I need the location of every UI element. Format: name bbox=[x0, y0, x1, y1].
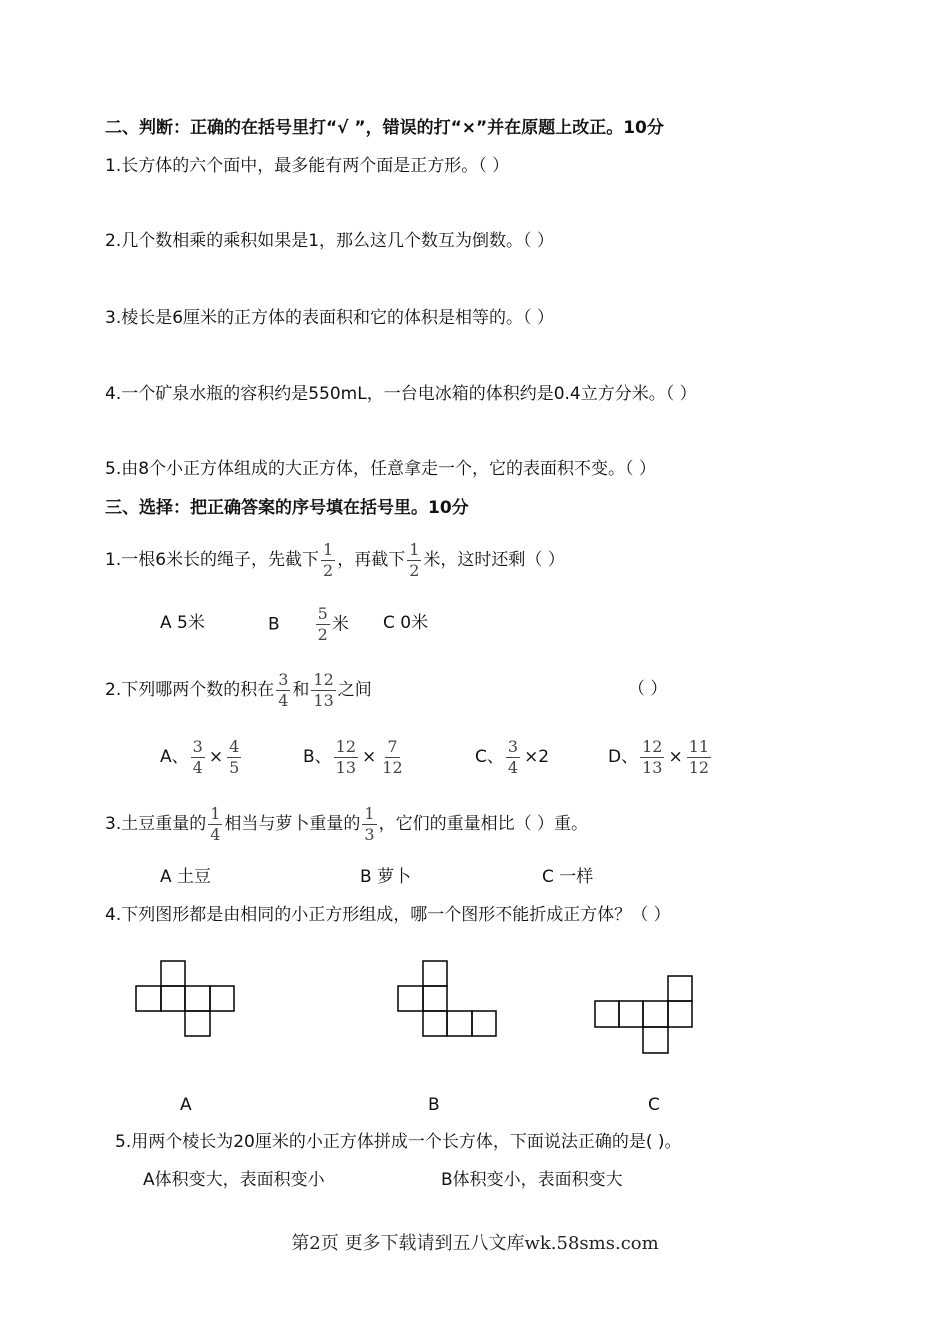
page-footer: 第2页 更多下载请到五八文库wk.58sms.com bbox=[291, 1233, 659, 1254]
section-2-title: 二、判断：正确的在括号里打“√ ”，错误的打“×”并在原题上改正。10分 bbox=[105, 118, 664, 138]
q1-text-3: 米，这时还剩（ ） bbox=[423, 550, 565, 570]
q2-option-b: B、 $\frac{12}{13}$ × $\frac{7}{12}$ bbox=[303, 736, 403, 777]
q2-option-a: A、 $\frac{3}{4}$ × $\frac{4}{5}$ bbox=[160, 736, 240, 777]
q2-answer-paren: （ ） bbox=[628, 679, 668, 699]
judge-item-4: 4.一个矿泉水瓶的容积约是550mL，一台电冰箱的体积约是0.4立方分米。（ ） bbox=[105, 384, 697, 404]
q3-option-a: A 土豆 bbox=[160, 867, 212, 887]
choice-q2: 2.下列哪两个数的积在 $\frac{3}{4}$ 和 $\frac{12}{13}$ 之间 bbox=[105, 669, 372, 710]
cube-net-c bbox=[595, 976, 692, 1053]
choice-q5: 5.用两个棱长为20厘米的小正方体拼成一个长方体，下面说法正确的是( )。 bbox=[115, 1132, 682, 1152]
fraction-five-halves: $\frac{5}{2}$ bbox=[317, 604, 328, 644]
q1-option-a: A 5米 bbox=[160, 613, 205, 633]
judge-item-5: 5.由8个小正方体组成的大正方体，任意拿走一个，它的表面积不变。（ ） bbox=[105, 459, 656, 479]
judge-item-3: 3.棱长是6厘米的正方体的表面积和它的体积是相等的。（ ） bbox=[105, 308, 554, 328]
judge-item-2: 2.几个数相乘的乘积如果是1，那么这几个数互为倒数。（ ） bbox=[105, 231, 554, 251]
q1-option-b: B $\frac{5}{2}$ 米 bbox=[268, 604, 349, 644]
q5-option-b: B体积变小，表面积变大 bbox=[441, 1170, 623, 1190]
q5-option-a: A体积变大，表面积变小 bbox=[143, 1170, 325, 1190]
cube-net-b bbox=[398, 961, 496, 1036]
fraction-one-half: $\frac{1}{2}$ bbox=[323, 539, 334, 580]
cube-net-a bbox=[136, 961, 234, 1036]
choice-q4: 4.下列图形都是由相同的小正方形组成，哪一个图形不能折成正方体？（ ） bbox=[105, 905, 671, 925]
net-label-a: A bbox=[180, 1095, 192, 1115]
choice-q3: 3.土豆重量的 $\frac{1}{4}$ 相当与萝卜重量的 $\frac{1}{3}$ ，它们的重量相比（ ）重。 bbox=[105, 803, 589, 844]
q1-option-c: C 0米 bbox=[383, 613, 429, 633]
q2-option-d: D、 $\frac{12}{13}$ × $\frac{11}{12}$ bbox=[608, 736, 710, 777]
net-label-b: B bbox=[428, 1095, 440, 1115]
q1-text-2: ，再截下 bbox=[337, 550, 406, 570]
q3-option-b: B 萝卜 bbox=[360, 867, 412, 887]
q3-option-c: C 一样 bbox=[542, 867, 594, 887]
section-3-title: 三、选择：把正确答案的序号填在括号里。10分 bbox=[105, 498, 469, 518]
fraction-one-half-2: $\frac{1}{2}$ bbox=[409, 539, 420, 580]
fraction-one-quarter: $\frac{1}{4}$ bbox=[210, 803, 221, 844]
fraction-three-quarters: $\frac{3}{4}$ bbox=[278, 669, 289, 710]
q1-text-1: 1.一根6米长的绳子，先截下 bbox=[105, 550, 320, 570]
fraction-one-third: $\frac{1}{3}$ bbox=[364, 803, 375, 844]
fraction-twelve-thirteenths: $\frac{12}{13}$ bbox=[313, 669, 334, 710]
q2-option-c: C、 $\frac{3}{4}$ ×2 bbox=[475, 736, 550, 777]
net-label-c: C bbox=[648, 1095, 660, 1115]
judge-item-1: 1.长方体的六个面中，最多能有两个面是正方形。（ ） bbox=[105, 156, 510, 176]
